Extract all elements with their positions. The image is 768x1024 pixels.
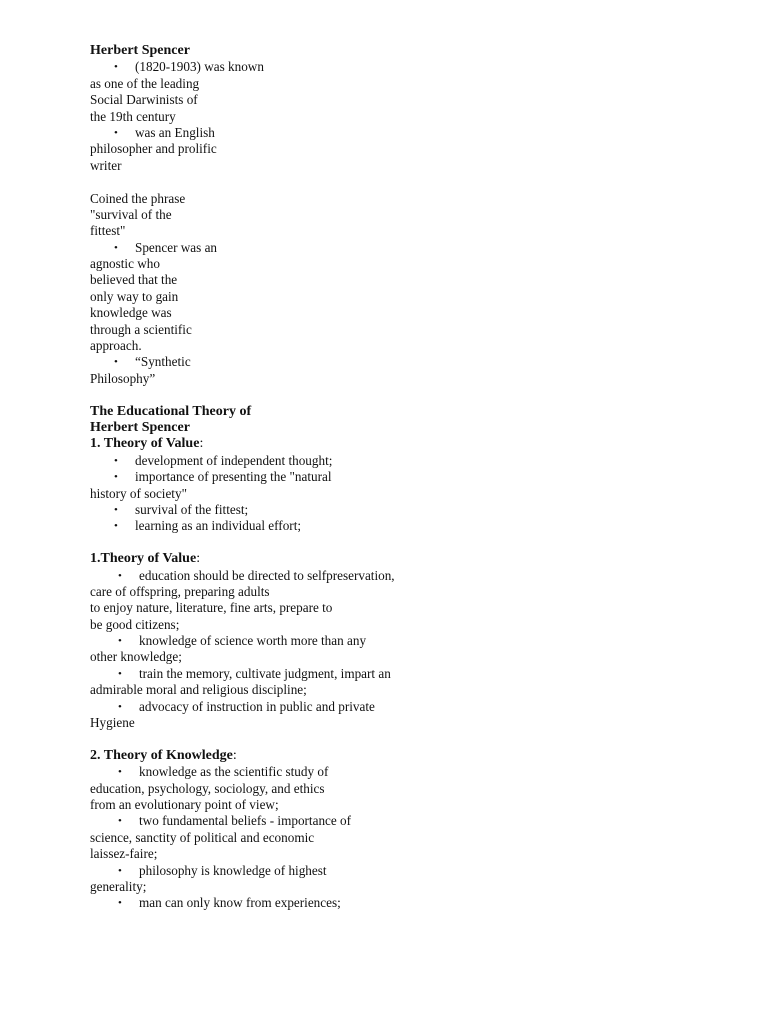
text-line: admirable moral and religious discipline; <box>90 682 307 698</box>
section-heading: The Educational Theory of <box>90 403 252 419</box>
spacer <box>90 387 690 403</box>
bullet-icon: • <box>114 61 118 74</box>
text-line: fittest" <box>90 223 126 239</box>
text-line: Social Darwinists of <box>90 92 198 108</box>
list-item <box>90 240 690 256</box>
section-heading-colon: : <box>232 747 237 763</box>
section-heading-text: 2. Theory of Knowledge <box>90 747 233 763</box>
list-item <box>90 699 690 715</box>
bullet-icon: • <box>118 864 122 877</box>
list-item-text: man can only know from experiences; <box>139 895 341 911</box>
bullet-icon: • <box>118 700 122 713</box>
bullet-icon: • <box>114 503 118 516</box>
list-item <box>90 125 690 141</box>
list-item-text: importance of presenting the "natural <box>135 469 332 485</box>
list-item <box>90 354 690 370</box>
bullet-icon: • <box>114 454 118 467</box>
text-line: knowledge was <box>90 305 172 321</box>
bullet-icon: • <box>114 241 118 254</box>
list-item <box>90 59 690 75</box>
bullet-icon: • <box>118 815 122 828</box>
bullet-icon: • <box>118 897 122 910</box>
list-item-text: train the memory, cultivate judgment, impart an <box>139 665 391 681</box>
list-item-text: advocacy of instruction in public and private <box>139 698 375 714</box>
bullet-icon: • <box>118 569 122 582</box>
text-line: approach. <box>90 338 142 354</box>
text-line: education, psychology, sociology, and ethics <box>90 780 325 796</box>
text-line: as one of the leading <box>90 75 200 91</box>
list-item <box>90 568 690 584</box>
spacer <box>90 174 690 190</box>
text-line: believed that the <box>90 272 178 288</box>
sub-heading-colon: : <box>199 436 204 452</box>
text-line: care of offspring, preparing adults <box>90 583 270 599</box>
text-line: through a scientific <box>90 321 192 337</box>
list-item-text: learning as an individual effort; <box>135 518 302 534</box>
section-heading-colon: : <box>196 551 201 567</box>
list-item-text: (1820-1903) was known <box>135 59 264 75</box>
section-heading <box>90 748 690 764</box>
list-item-text: philosophy is knowledge of highest <box>139 862 327 878</box>
bullet-icon: • <box>114 520 118 533</box>
sub-heading-text: 1. Theory of Value <box>90 436 200 452</box>
text-line: from an evolutionary point of view; <box>90 796 279 812</box>
bullet-icon: • <box>118 667 122 680</box>
text-line: generality; <box>90 878 147 894</box>
list-item <box>90 518 690 534</box>
list-item <box>90 895 690 911</box>
section-heading <box>90 551 690 567</box>
text-line: other knowledge; <box>90 649 182 665</box>
bullet-icon: • <box>114 126 118 139</box>
list-item <box>90 764 690 780</box>
text-line: writer <box>90 157 122 173</box>
text-line: philosopher and prolific <box>90 141 217 157</box>
list-item-text: “Synthetic <box>135 354 191 370</box>
bullet-icon: • <box>114 471 118 484</box>
doc-title: Herbert Spencer <box>90 43 190 58</box>
list-item <box>90 453 690 469</box>
list-item-text: was an English <box>135 124 215 140</box>
text-line: science, sanctity of political and economic <box>90 829 315 845</box>
list-item <box>90 633 690 649</box>
document-page <box>90 43 690 912</box>
text-line: laissez-faire; <box>90 846 158 862</box>
list-item <box>90 863 690 879</box>
list-item-text: knowledge as the scientific study of <box>139 764 329 780</box>
text-line: the 19th century <box>90 108 176 124</box>
section-heading-text: 1.Theory of Value <box>90 551 197 567</box>
text-line: Coined the phrase <box>90 190 186 206</box>
sub-heading <box>90 436 690 452</box>
text-line: Hygiene <box>90 715 135 731</box>
text-line: history of society" <box>90 485 187 501</box>
list-item-text: Spencer was an <box>135 239 218 255</box>
list-item <box>90 502 690 518</box>
list-item <box>90 469 690 485</box>
list-item-text: knowledge of science worth more than any <box>139 633 367 649</box>
bullet-icon: • <box>118 766 122 779</box>
list-item-text: two fundamental beliefs - importance of <box>139 813 352 829</box>
text-line: to enjoy nature, literature, fine arts, prepare to <box>90 600 333 616</box>
list-item-text: education should be directed to selfpreservation, <box>139 567 395 583</box>
text-line: "survival of the <box>90 206 172 222</box>
bullet-icon: • <box>114 356 118 369</box>
list-item <box>90 813 690 829</box>
text-line: only way to gain <box>90 288 179 304</box>
text-line: be good citizens; <box>90 616 180 632</box>
section-heading: Herbert Spencer <box>90 419 190 435</box>
list-item-text: survival of the fittest; <box>135 501 249 517</box>
text-line: Philosophy” <box>90 370 156 386</box>
text-line: agnostic who <box>90 256 160 272</box>
bullet-icon: • <box>118 635 122 648</box>
spacer <box>90 731 690 747</box>
list-item <box>90 666 690 682</box>
list-item-text: development of independent thought; <box>135 452 333 468</box>
spacer <box>90 535 690 551</box>
